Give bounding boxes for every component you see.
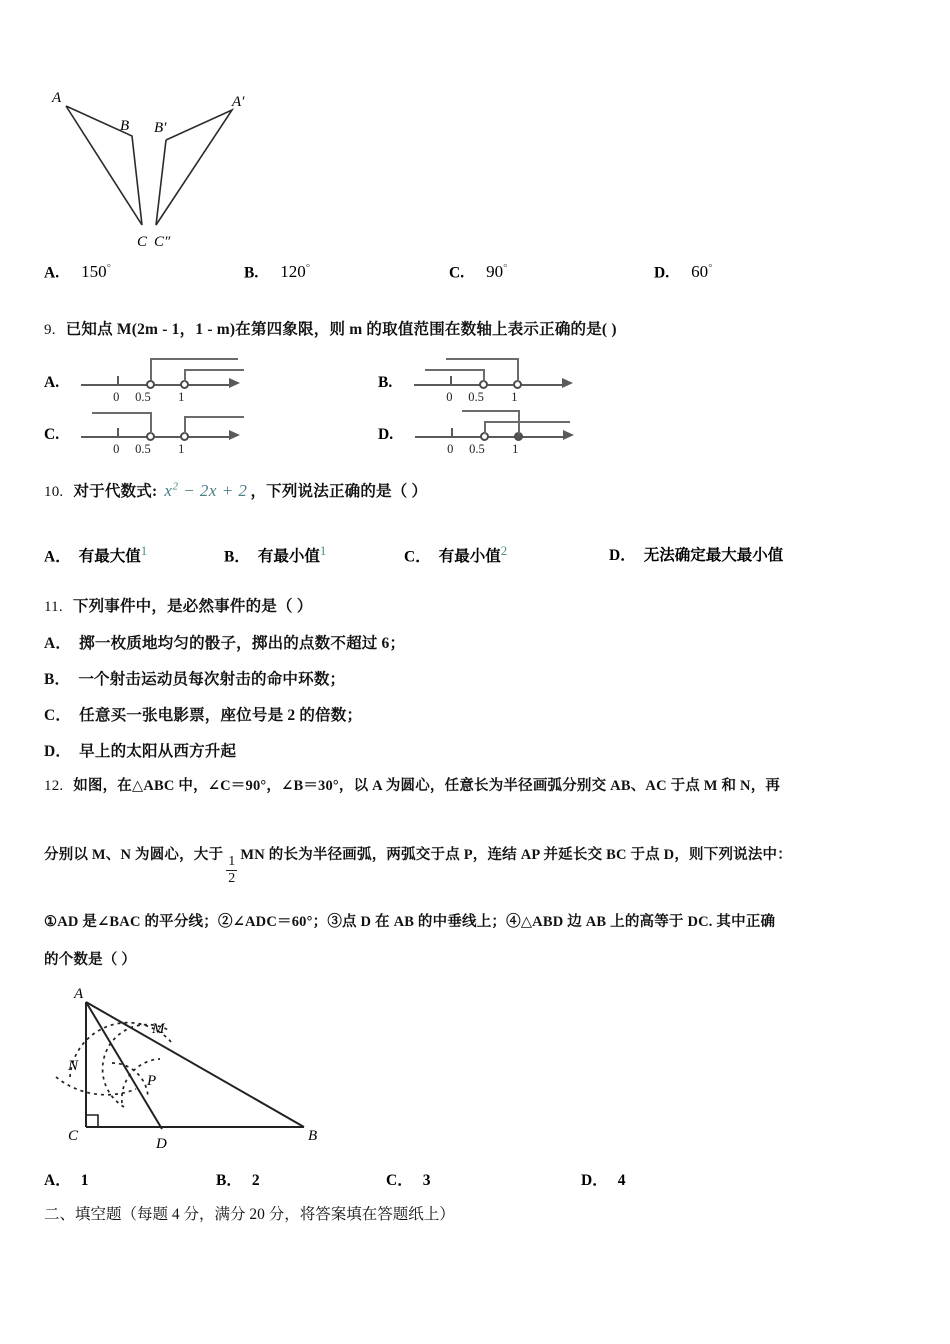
q12-option-c-value: 3	[422, 1172, 431, 1189]
figure-label-A: A	[74, 986, 84, 1002]
q8-option-d[interactable]	[654, 262, 854, 282]
q9-a-tick-0: 0	[113, 390, 120, 404]
q12-option-d-label: D．	[581, 1172, 608, 1189]
q9-b-tick-05: 0.5	[468, 390, 484, 404]
question-12-stem-line4	[44, 950, 934, 972]
question-12-line2-before: 分别以 M、N 为圆心，大于	[44, 847, 224, 863]
fraction-numerator: 1	[228, 854, 236, 870]
question-12-stem-line1	[44, 775, 934, 798]
q9-option-d-label: D.	[378, 426, 394, 443]
figure-label-B: B	[120, 118, 130, 134]
q8-option-c-label: C.	[449, 264, 465, 282]
q11-option-b-label: B．	[44, 671, 71, 688]
question-10-expression: $x^2 - 2x + 2$	[164, 480, 248, 500]
degree-symbol-d: °	[708, 262, 713, 274]
figure-q12-geometry	[52, 985, 342, 1155]
section-2-title: 二、填空题（每题 4 分，满分 20 分，将答案填在答题纸上）	[44, 1206, 455, 1223]
q9-option-d-numberline	[407, 410, 592, 456]
q9-a-tick-1: 1	[178, 390, 185, 404]
q9-option-c-numberline	[73, 410, 258, 456]
q8-option-a[interactable]	[44, 262, 244, 282]
question-10-number: 10.	[44, 484, 64, 500]
q10-options-row	[44, 543, 924, 566]
figure-q8-triangles	[44, 70, 314, 250]
question-12-stem-line3	[44, 912, 934, 934]
figure-label-N: N	[68, 1058, 79, 1074]
q9-d-tick-05: 0.5	[469, 442, 485, 456]
q9-option-a-numberline	[73, 358, 258, 404]
q8-option-a-label: A.	[44, 264, 60, 282]
q11-option-a-text: 掷一枚质地均匀的骰子，掷出的点数不超过 6；	[79, 635, 406, 652]
q12-option-b-label: B．	[216, 1172, 242, 1189]
figure-label-A-prime: A′	[232, 94, 245, 110]
q11-option-a[interactable]	[44, 632, 914, 655]
q9-option-a-label: A.	[44, 374, 60, 391]
question-12-line2-after: MN 的长为半径画弧，两弧交于点 P，连结 AP 并延长交 BC 于点 D，则下列说法中：	[240, 847, 792, 863]
q11-option-c-text: 任意买一张电影票，座位号是 2 的倍数；	[79, 707, 363, 724]
figure-label-C-double-prime: C″	[154, 234, 171, 250]
q9-d-tick-0: 0	[447, 442, 454, 456]
q12-option-b[interactable]	[216, 1168, 386, 1190]
q10-option-c-label: C．	[404, 548, 431, 566]
q9-d-tick-1: 1	[512, 442, 519, 456]
q8-option-d-value: 60	[691, 262, 709, 282]
question-9-text: 已知点 M(2m - 1，1 - m)在第四象限，则 m 的取值范围在数轴上表示正确的是( )	[65, 321, 617, 338]
q10-option-d[interactable]	[609, 543, 859, 566]
question-12-number: 12.	[44, 778, 64, 794]
q9-option-d[interactable]	[378, 410, 592, 456]
q12-option-c-label: C．	[386, 1172, 413, 1189]
degree-symbol-c: °	[503, 262, 508, 274]
q10-option-a-sup: 1	[140, 543, 148, 558]
q9-option-b-label: B.	[378, 374, 393, 391]
fraction-denominator: 2	[228, 871, 236, 887]
q11-option-b[interactable]	[44, 668, 914, 691]
section-2-heading	[44, 1202, 914, 1224]
q8-option-c-value: 90	[486, 262, 504, 282]
q12-option-a-value: 1	[80, 1172, 89, 1189]
figure-label-A: A	[52, 90, 62, 106]
q9-a-tick-05: 0.5	[135, 390, 151, 404]
q12-option-a-label: A．	[44, 1172, 71, 1189]
q11-option-d[interactable]	[44, 740, 914, 763]
figure-label-D: D	[156, 1136, 167, 1152]
q9-option-a[interactable]	[44, 358, 258, 404]
q11-option-d-label: D．	[44, 743, 72, 760]
question-12-line4: 的个数是（ ）	[44, 952, 137, 968]
q10-option-a-text: 有最大值	[78, 548, 141, 566]
q9-option-c-label: C.	[44, 426, 60, 443]
q11-option-d-text: 早上的太阳从西方升起	[79, 743, 237, 760]
q8-option-b-label: B.	[244, 264, 259, 282]
q12-options-row	[44, 1168, 914, 1190]
question-11-text: 下列事件中，是必然事件的是（ ）	[72, 598, 313, 615]
question-12-stem-line2	[44, 845, 934, 886]
figure-label-B: B	[308, 1128, 318, 1144]
question-10-stem	[44, 478, 914, 504]
q11-option-c[interactable]	[44, 704, 914, 727]
figure-label-C: C	[137, 234, 148, 250]
q10-option-c-text: 有最小值	[438, 548, 501, 566]
q8-options-row	[44, 262, 906, 282]
q10-option-a[interactable]	[44, 543, 224, 566]
q10-option-c[interactable]	[404, 543, 609, 566]
q12-option-d-value: 4	[617, 1172, 626, 1189]
figure-label-P: P	[147, 1073, 157, 1089]
q12-option-b-value: 2	[251, 1172, 260, 1189]
q9-option-c[interactable]	[44, 410, 258, 456]
figure-label-M: M	[152, 1021, 165, 1037]
question-10-text-before: 对于代数式:	[73, 483, 158, 500]
q9-c-tick-05: 0.5	[135, 442, 151, 456]
q8-option-a-value: 150	[81, 262, 107, 282]
q10-option-b-label: B．	[224, 548, 250, 566]
q8-option-d-label: D.	[654, 264, 670, 282]
q10-option-c-sup: 2	[500, 543, 508, 558]
q9-option-b-numberline	[406, 358, 591, 404]
q9-c-tick-0: 0	[113, 442, 120, 456]
q8-option-b-value: 120	[280, 262, 306, 282]
degree-symbol-a: °	[106, 262, 111, 274]
q12-option-d[interactable]	[581, 1168, 751, 1190]
q8-option-b[interactable]	[244, 262, 449, 282]
q10-option-d-label: D．	[609, 547, 636, 564]
q9-option-b[interactable]	[378, 358, 591, 404]
question-11-stem	[44, 595, 914, 619]
q10-option-b-sup: 1	[319, 543, 327, 558]
q10-option-a-label: A．	[44, 548, 71, 566]
question-9-number: 9.	[44, 322, 56, 338]
q9-b-tick-0: 0	[446, 390, 453, 404]
q11-option-c-label: C．	[44, 707, 72, 724]
q10-option-b[interactable]	[224, 543, 404, 566]
q11-option-a-label: A．	[44, 635, 72, 652]
q12-option-a[interactable]	[44, 1168, 216, 1190]
q12-option-c[interactable]	[386, 1168, 581, 1190]
question-10-text-after: ，下列说法正确的是（ ）	[250, 483, 428, 500]
q11-option-b-text: 一个射击运动员每次射击的命中环数；	[78, 671, 346, 688]
question-12-line1: 如图，在△ABC 中，∠C＝90°，∠B＝30°，以 A 为圆心，任意长为半径画弧分别交 AB、AC 于点 M 和 N，再	[73, 778, 781, 794]
q10-option-d-text: 无法确定最大最小值	[643, 547, 784, 564]
question-11-number: 11.	[44, 599, 63, 615]
degree-symbol-b: °	[305, 262, 311, 274]
figure-label-B-prime: B′	[154, 120, 167, 136]
figure-label-C: C	[68, 1128, 79, 1144]
question-9-stem	[44, 318, 914, 342]
q8-option-c[interactable]	[449, 262, 654, 282]
question-12-line3: ①AD 是∠BAC 的平分线；②∠ADC＝60°；③点 D 在 AB 的中垂线上；④△ABD 边 AB 上的高等于 DC. 其中正确	[44, 914, 776, 930]
q10-option-b-text: 有最小值	[257, 548, 320, 566]
q9-b-tick-1: 1	[511, 390, 518, 404]
fraction-one-half	[226, 855, 237, 886]
q9-c-tick-1: 1	[178, 442, 185, 456]
